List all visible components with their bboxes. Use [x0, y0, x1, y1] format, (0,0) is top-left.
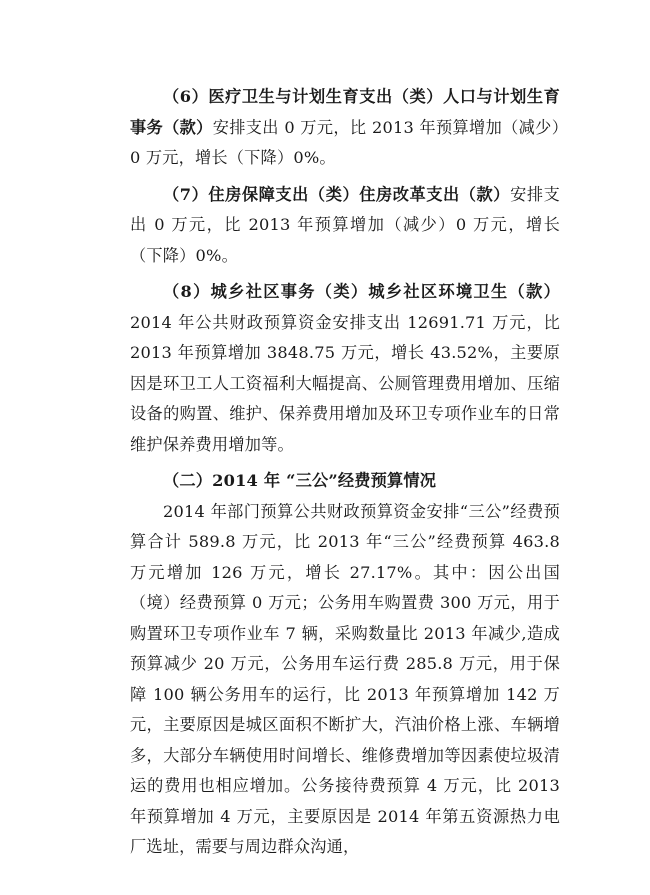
paragraph-three-public: 2014 年部门预算公共财政预算资金安排“三公”经费预算合计 589.8 万元，比 2013 年“三公”经费预算 463.8 万元增加 126 万元，增长 27.17%。其中：因公出国（境）经费预算 0 万元；公务用车购置费 300 万元，用于购置环卫专项作业车 7 辆，采购数量比 2013 年减少,造成预算减少 20 万元，公务用车运行费 285.8 万元，用于保障 100 辆公务用车的运行，比 2013 年预算增加 142 万元，主要原因是城区面积不断扩大，汽油价格上涨、车辆增多，大部分车辆使用时间增长、维修费增加等因素使垃圾清运的费用也相应增加。公务接待费预算 4 万元，比 2013 年预算增加 4 万元，主要原因是 2014 年第五资源热力电厂选址，需要与周边群众沟通，: [130, 501, 560, 856]
document-page: [130, 82, 560, 863]
paragraph-heading: （7）住房保障支出（类）住房改革支出（款）: [163, 184, 511, 204]
paragraph-text: 安排支出 0 万元，比 2013 年预算增加（减少）0 万元，增长（下降）0%。: [130, 117, 561, 167]
paragraph-housing: [130, 180, 560, 272]
paragraph-heading: （8）城乡社区事务（类）城乡社区环境卫生（款）: [163, 282, 560, 301]
paragraph-text: 安排支出 0 万元，比 2013 年预算增加（减少）0 万元，增长（下降）0%。: [130, 184, 560, 265]
paragraph-urban-rural: [130, 277, 560, 460]
paragraph-heading: （6）医疗卫生与计划生育支出（类）人口与计划生育事务（款）: [130, 87, 560, 137]
paragraph-text: 2014 年公共财政预算资金安排支出 12691.71 万元，比 2013 年预算增加 3848.75 万元，增长 43.52%，主要原因是环卫工人工资福利大幅提高、公厕管理费用增加、压缩设备的购置、维护、保养费用增加及环卫专项作业车的日常维护保养费用增加等。: [130, 312, 560, 454]
paragraph-medical-health: [130, 82, 560, 174]
section-heading: （二）2014 年 “三公”经费预算情况: [163, 471, 437, 490]
